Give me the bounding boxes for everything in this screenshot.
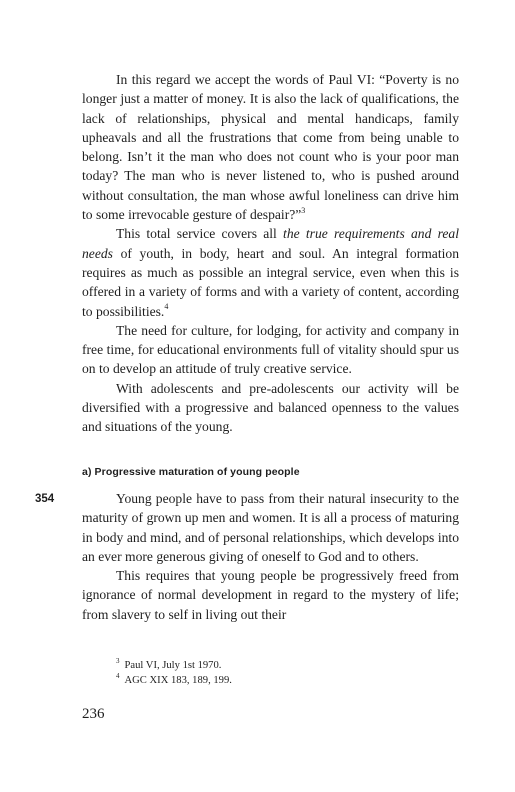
paragraph-culture: The need for culture, for lodging, for activity and company in free time, for educational environments full of vitality should spur us on to develop an attitude of truly creative service. xyxy=(82,322,459,377)
margin-paragraph-number: 354 xyxy=(35,493,55,505)
footnote-item xyxy=(116,673,232,688)
page-number: 236 xyxy=(82,706,105,722)
footnotes xyxy=(116,658,232,688)
footnote-ref: 4 xyxy=(164,302,169,312)
paragraph-total-service xyxy=(82,224,459,320)
footnote-ref: 3 xyxy=(301,205,306,215)
paragraph-adolescents: With adolescents and pre-adolescents our activity will be diversified with a progressive and balanced openness to the values and situations of the young. xyxy=(82,380,459,435)
footnote-text: AGC XIX 183, 189, 199. xyxy=(124,675,232,686)
footnote-number: 4 xyxy=(116,672,120,681)
footnote-item xyxy=(116,658,232,673)
paragraph-young-people: Young people have to pass from their natural insecurity to the maturity of grown up men and women. It is all a process of maturing in body and mind, and of personal relationships, which develops into an ever more generous giving of oneself to God and to others. xyxy=(82,491,459,564)
paragraph-text: of youth, in body, heart and soul. An integral formation requires as much as possible an integral service, even when this is offered in a variety of forms and with a variety of content, according to possibilities. xyxy=(82,245,459,319)
body-text-bottom xyxy=(82,489,459,624)
emphasis-text: the true requirements and real needs xyxy=(82,226,459,261)
section-heading: a) Progressive maturation of young people xyxy=(82,466,300,478)
footnote-number: 3 xyxy=(116,657,120,666)
paragraph-freed: This requires that young people be progressively freed from ignorance of normal development in regard to the mystery of life; from slavery to self in living out their xyxy=(82,568,459,622)
footnote-text: Paul VI, July 1st 1970. xyxy=(124,660,222,671)
body-text-top xyxy=(82,70,459,437)
paragraph-text: In this regard we accept the words of Paul VI: “Poverty is no longer just a matter of money. It is also the lack of qualifications, the lack of relationships, physical and mental handicaps, family upheavals and all the frustrations that come from being unable to belong. Isn’t it the man who does not count who is your poor man today? The man who is never listened to, who is pushed around without consultation, the man whose awful loneliness can drive him to some irrevocable gesture of despair?” xyxy=(82,72,459,223)
paragraph-paul-vi-quote xyxy=(82,70,459,224)
paragraph-text: This total service covers all xyxy=(116,226,284,242)
